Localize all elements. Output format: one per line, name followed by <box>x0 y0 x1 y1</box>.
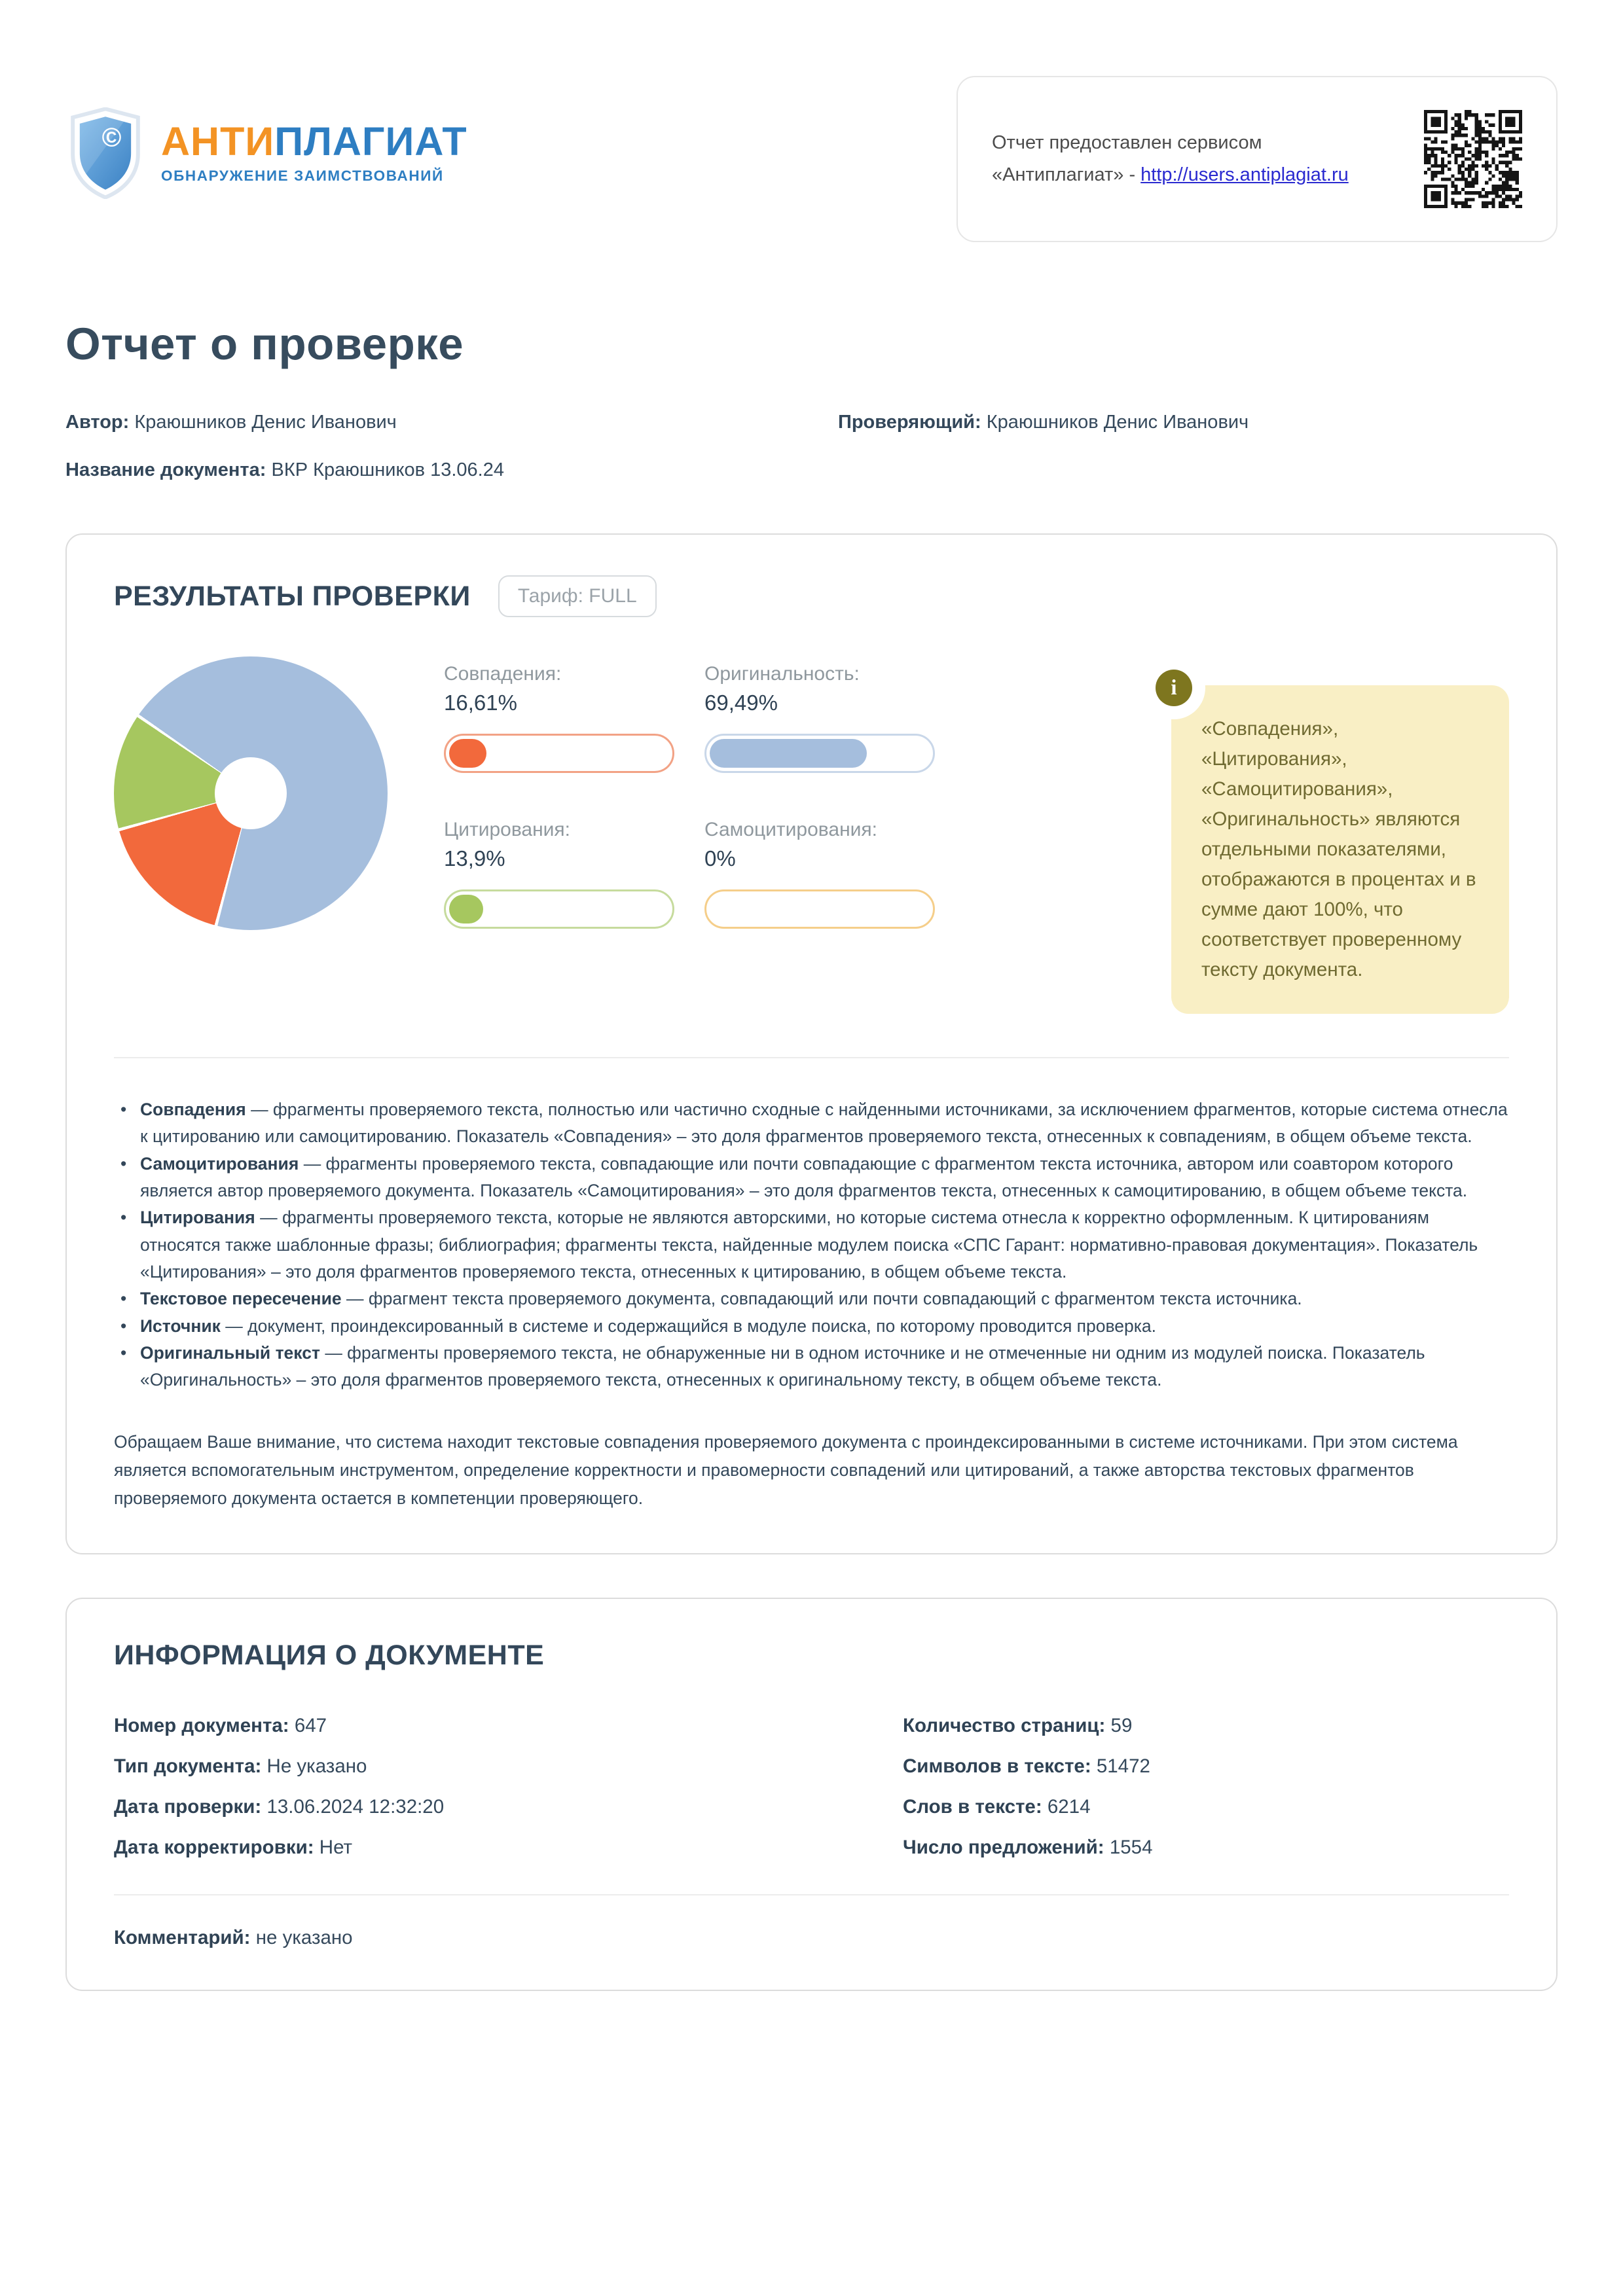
definition-item <box>114 1313 1509 1340</box>
info-icon: i <box>1156 670 1192 706</box>
doc-info-card <box>65 1598 1558 1991</box>
doc-name-row <box>65 459 838 481</box>
metric-originality <box>704 663 935 773</box>
antiplagiat-logo <box>65 107 467 199</box>
service-link[interactable]: http://users.antiplagiat.ru <box>1140 164 1349 185</box>
info-value: 13.06.2024 12:32:20 <box>266 1795 445 1818</box>
definition-text: — фрагменты проверяемого текста, полностью или частично сходные с найденными источниками, за исключением фрагментов, которые система отнесла к цитированию или самоцитированию. Показатель «Совпадения» – это доля фрагментов проверяемого текста, отнесенных к совпадениям, в общем объеме текста. <box>140 1100 1508 1147</box>
definition-text: — фрагменты проверяемого текста, не обнаруженные ни в одном источнике и не отмеченные ни одним из модулей поиска. Показатель «Оригинальность» – это доля фрагментов проверяемого текста, отнесенных к оригинальному тексту, в общем объеме текста. <box>140 1343 1425 1390</box>
metric-self-citations <box>704 819 935 929</box>
tariff-badge: Тариф: FULL <box>498 575 657 617</box>
info-label: Дата проверки: <box>114 1795 262 1818</box>
metric-label: Цитирования: <box>444 819 571 840</box>
info-value: Нет <box>319 1836 353 1858</box>
results-chart-row <box>114 656 1509 1014</box>
info-row <box>114 1796 903 1818</box>
brand-part-orange: АНТИ <box>161 119 275 164</box>
author-row <box>65 412 838 433</box>
brand-name <box>161 119 467 164</box>
metrics-tooltip <box>1171 675 1509 1014</box>
metric-bar-fill <box>449 895 483 924</box>
results-donut-chart <box>114 656 388 930</box>
results-card-header <box>114 575 1509 617</box>
definition-text: — документ, проиндексированный в системе и содержащийся в модуле поиска, по которому проводится проверка. <box>225 1316 1157 1336</box>
definition-term: Оригинальный текст <box>140 1343 320 1363</box>
author-value: Краюшников Денис Иванович <box>134 412 397 433</box>
brand-part-blue: ПЛАГИАТ <box>274 119 467 164</box>
metric-label: Совпадения: <box>444 663 562 685</box>
doc-name-value: ВКР Краюшников 13.06.24 <box>271 459 504 480</box>
service-note-line1: Отчет предоставлен сервисом <box>992 132 1262 153</box>
info-label: Число предложений: <box>903 1836 1104 1858</box>
logo-text <box>161 119 467 185</box>
info-label: Тип документа: <box>114 1755 262 1777</box>
definitions-list <box>114 1096 1509 1394</box>
service-note-box <box>957 76 1558 242</box>
metric-value: 16,61% <box>444 691 517 715</box>
info-row <box>903 1755 1509 1778</box>
donut-hole <box>215 757 287 829</box>
definition-text: — фрагменты проверяемого текста, совпадающие или почти совпадающие с фрагментом текста источника, автором или соавтором которого является автор проверяемого документа. Показатель «Самоцитирования» – это доля фрагментов текста, отнесенных к самоцитированию, в общем объеме текста. <box>140 1153 1468 1201</box>
info-value: 51472 <box>1096 1755 1150 1777</box>
results-note: Обращаем Ваше внимание, что система находит текстовые совпадения проверяемого документа с проиндексированными в системе источниками. При этом система является вспомогательным инструментом, определение корректности и правомерности совпадений или цитирований, а также авторства текстовых фрагментов проверяемого документа остается в компетенции проверяющего. <box>114 1431 1458 1508</box>
doc-info-divider <box>114 1894 1509 1895</box>
comment-value: не указано <box>255 1926 353 1948</box>
metric-citations <box>444 819 674 929</box>
definition-item <box>114 1096 1509 1151</box>
results-divider <box>114 1057 1509 1058</box>
definition-term: Текстовое пересечение <box>140 1289 342 1309</box>
doc-name-label: Название документа: <box>65 459 266 480</box>
info-value: Не указано <box>266 1755 367 1777</box>
info-label: Дата корректировки: <box>114 1836 314 1858</box>
info-value: 6214 <box>1047 1795 1091 1818</box>
results-card <box>65 533 1558 1554</box>
info-label: Слов в тексте: <box>903 1795 1042 1818</box>
reviewer-row <box>838 412 1558 433</box>
author-label: Автор: <box>65 412 130 433</box>
metric-bar-track <box>704 889 935 929</box>
metric-value: 0% <box>704 846 736 870</box>
definition-item <box>114 1151 1509 1205</box>
reviewer-label: Проверяющий: <box>838 412 981 433</box>
doc-info-title: ИНФОРМАЦИЯ О ДОКУМЕНТЕ <box>114 1639 545 1671</box>
shield-copyright-icon <box>65 107 145 199</box>
definition-term: Самоцитирования <box>140 1153 299 1174</box>
definition-term: Цитирования <box>140 1208 255 1228</box>
metrics-grid <box>444 663 935 929</box>
results-title: РЕЗУЛЬТАТЫ ПРОВЕРКИ <box>114 580 471 612</box>
metric-label: Оригинальность: <box>704 663 860 685</box>
metric-bar-fill <box>710 739 867 768</box>
metric-bar-fill <box>449 739 486 768</box>
info-row <box>114 1715 903 1737</box>
info-row <box>903 1837 1509 1859</box>
info-value: 647 <box>294 1714 327 1736</box>
definition-item <box>114 1285 1509 1312</box>
metric-bar-track <box>444 734 674 773</box>
info-value: 1554 <box>1109 1836 1153 1858</box>
info-label: Количество страниц: <box>903 1714 1106 1736</box>
page-title: Отчет о проверке <box>65 319 464 369</box>
metric-value: 13,9% <box>444 846 505 870</box>
comment-row <box>114 1927 1509 1949</box>
qr-code <box>1424 110 1522 208</box>
tooltip-bubble: «Совпадения», «Цитирования», «Самоцитирования», «Оригинальность» являются отдельными показателями, отображаются в процентах и в сумме дают 100%, что соответствует проверенному тексту документа. <box>1171 685 1509 1014</box>
document-meta <box>65 412 1558 481</box>
reviewer-value: Краюшников Денис Иванович <box>986 412 1249 433</box>
metric-bar-track <box>444 889 674 929</box>
info-value: 59 <box>1110 1714 1133 1736</box>
definition-text: — фрагменты проверяемого текста, которые не являются авторскими, но которые система отнесла к корректно оформленным. К цитированиям относятся также шаблонные фразы; библиография; фрагменты текста, найденные модулем поиска «СПС Гарант: нормативно-правовая документация». Показатель «Цитирования» – это доля фрагментов проверяемого текста, отнесенных к цитированию, в общем объеме текста. <box>140 1208 1478 1282</box>
service-note-text <box>992 127 1393 192</box>
metric-value: 69,49% <box>704 691 778 715</box>
svg-text:©: © <box>101 122 122 152</box>
info-label: Символов в тексте: <box>903 1755 1091 1777</box>
metric-matches <box>444 663 674 773</box>
definition-term: Источник <box>140 1316 221 1336</box>
service-note-line2-prefix: «Антиплагиат» - <box>992 164 1141 185</box>
definition-item <box>114 1204 1509 1285</box>
definition-item <box>114 1340 1509 1394</box>
brand-tagline: ОБНАРУЖЕНИЕ ЗАИМСТВОВАНИЙ <box>161 168 444 184</box>
metric-label: Самоцитирования: <box>704 819 877 840</box>
info-row <box>903 1796 1509 1818</box>
doc-info-grid <box>114 1715 1509 1859</box>
definition-text: — фрагмент текста проверяемого документа, совпадающий или почти совпадающий с фрагментом текста источника. <box>346 1289 1302 1309</box>
info-row <box>114 1837 903 1859</box>
metric-bar-track <box>704 734 935 773</box>
info-row <box>903 1715 1509 1737</box>
comment-label: Комментарий: <box>114 1926 251 1948</box>
info-row <box>114 1755 903 1778</box>
definition-term: Совпадения <box>140 1100 246 1120</box>
page-header <box>65 0 1558 242</box>
info-label: Номер документа: <box>114 1714 289 1736</box>
